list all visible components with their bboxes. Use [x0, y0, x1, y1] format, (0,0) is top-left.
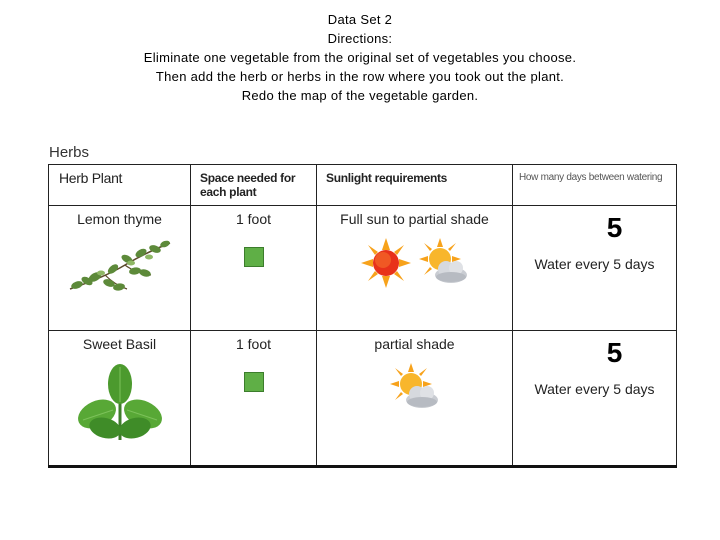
column-header-sunlight: Sunlight requirements: [317, 165, 513, 206]
herb-name: Lemon thyme: [77, 211, 162, 227]
watering-text: Water every 5 days: [534, 256, 655, 272]
directions-header: [0, 10, 720, 105]
herb-cell: [49, 206, 191, 331]
watering-cell: [513, 331, 677, 467]
space-value: 1 foot: [235, 211, 272, 227]
watering-text: Water every 5 days: [534, 381, 655, 397]
table-row: [49, 331, 677, 467]
directions-line-2: Then add the herb or herbs in the row where you took out the plant.: [155, 69, 565, 84]
herbs-table: [48, 164, 677, 468]
directions-line-1: Eliminate one vegetable from the original set of vegetables you choose.: [143, 50, 577, 65]
sunlight-value: partial shade: [374, 336, 455, 352]
herb-name: Sweet Basil: [82, 336, 157, 352]
sunlight-cell: [317, 206, 513, 331]
herb-cell: [49, 331, 191, 467]
space-square-icon: [244, 372, 264, 392]
directions-label: Directions:: [327, 31, 393, 46]
thyme-sprig-icon: [65, 237, 175, 297]
sun-icon: [360, 237, 412, 289]
sunlight-cell: [317, 331, 513, 467]
section-title-herbs: Herbs: [49, 144, 90, 161]
data-set-title: Data Set 2: [327, 12, 393, 27]
sunlight-value: Full sun to partial shade: [340, 211, 489, 227]
table-row: [49, 206, 677, 331]
space-cell: [191, 206, 317, 331]
days-value: 5: [606, 212, 623, 243]
directions-line-3: Redo the map of the vegetable garden.: [241, 88, 479, 103]
days-value: 5: [606, 337, 623, 368]
column-header-watering: How many days between watering: [513, 165, 677, 206]
space-cell: [191, 331, 317, 467]
basil-leaves-icon: [75, 362, 165, 442]
partly-cloudy-icon: [418, 237, 470, 289]
space-square-icon: [244, 247, 264, 267]
column-header-space: Space needed for each plant: [191, 165, 317, 206]
partly-cloudy-icon: [389, 362, 441, 414]
space-value: 1 foot: [235, 336, 272, 352]
column-header-herb-plant: Herb Plant: [49, 165, 191, 206]
table-header-row: [49, 165, 677, 206]
watering-cell: [513, 206, 677, 331]
